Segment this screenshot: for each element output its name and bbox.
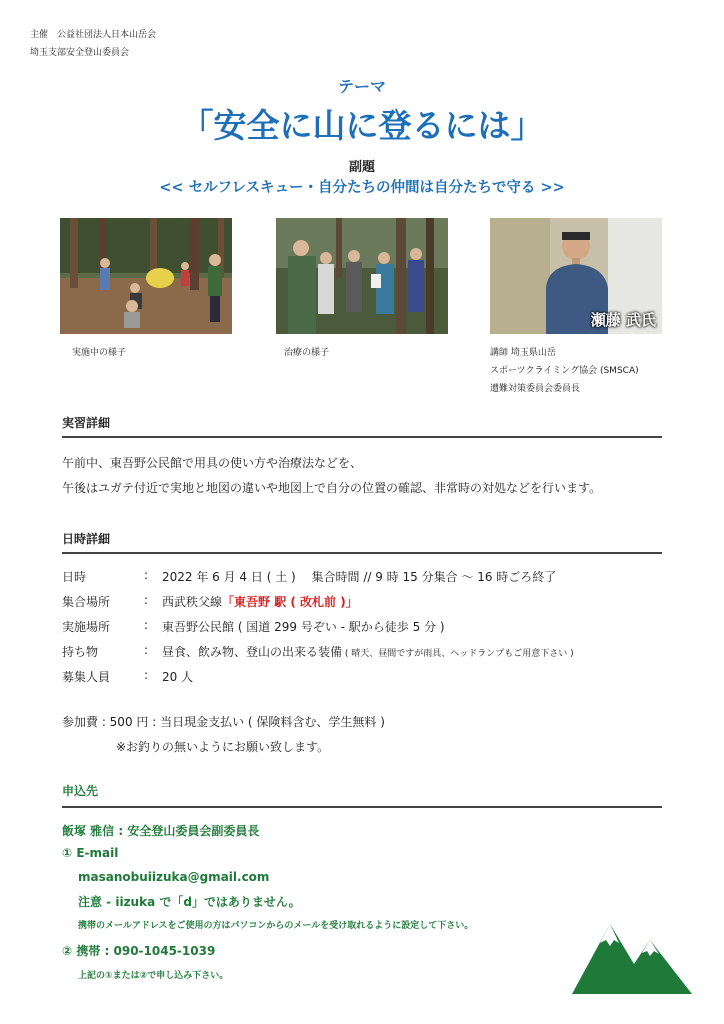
speaker-caption-line-3: 遭難対策委員会委員長	[490, 384, 581, 394]
photo-speaker	[490, 218, 662, 334]
email-note: 携帯のメールアドレスをご使用の方はパソコンからのメールを受け取れるように設定して下さい。	[78, 921, 474, 931]
practice-line-1: 午前中、東吾野公民館で用具の使い方や治療法などを、	[62, 456, 363, 470]
schedule-divider	[62, 552, 662, 554]
belongings-main: 昼食、飲み物、登山の出来る装備	[162, 645, 343, 659]
phone-note: 上記の①または②で申し込み下さい。	[78, 971, 229, 981]
schedule-label-date: 日時	[62, 570, 87, 584]
organizer-line-2: 埼玉支部安全登山委員会	[30, 48, 130, 58]
practice-line-2: 午後はユガテ付近で実地と地図の違いや地図上で自分の位置の確認、非常時の対処などを行います。	[62, 481, 602, 495]
schedule-value-date: 2022 年 6 月 4 日 ( 土 ) 集合時間 // 9 時 15 分集合 〜 16 時ごろ終了	[162, 570, 557, 584]
photo-caption-treatment: 治療の様子	[284, 348, 330, 358]
schedule-value-venue: 東吾野公民館 ( 国道 299 号ぞい - 駅から徒歩 5 分 )	[162, 620, 445, 634]
schedule-label-capacity: 募集人員	[62, 670, 111, 684]
subtitle-text: << セルフレスキュー・自分たちの仲間は自分たちで守る >>	[159, 179, 565, 196]
photo-treatment	[276, 218, 448, 334]
schedule-colon: :	[144, 668, 149, 682]
schedule-label-belongings: 持ち物	[62, 645, 99, 659]
schedule-label-venue: 実施場所	[62, 620, 111, 634]
email-address[interactable]: masanobuiizuka@gmail.com	[78, 870, 270, 884]
schedule-heading: 日時詳細	[62, 532, 111, 546]
schedule-colon: :	[144, 618, 149, 632]
schedule-label-meeting-place: 集合場所	[62, 595, 111, 609]
practice-heading: 実習詳細	[62, 416, 111, 430]
meeting-station: 「東吾野 駅 ( 改札前 )」	[222, 595, 358, 609]
email-caution: 注意 - iizuka で「d」ではありません。	[78, 895, 301, 909]
schedule-colon: :	[144, 568, 149, 582]
speaker-caption-line-1: 講師 埼玉県山岳	[490, 348, 556, 358]
schedule-value-capacity: 20 人	[162, 670, 194, 684]
meeting-line-name: 西武秩父線	[162, 595, 223, 609]
schedule-value-meeting-place	[162, 593, 358, 610]
main-title: 「安全に山に登るには」	[180, 106, 544, 145]
application-divider	[62, 806, 662, 808]
schedule-colon: :	[144, 593, 149, 607]
organizer-line-1: 主催 公益社団法人日本山岳会	[30, 30, 157, 40]
schedule-value-belongings	[162, 643, 574, 660]
belongings-note: ( 晴天、昼間ですが雨具、ヘッドランプもご用意下さい )	[342, 649, 574, 659]
organizer-block	[30, 26, 156, 62]
email-label: ① E-mail	[62, 846, 119, 860]
speaker-caption-line-2: スポーツクライミング協会 (SMSCA)	[490, 366, 639, 376]
fee-line: 参加費 : 500 円 : 当日現金支払い ( 保険料含む、学生無料 )	[62, 715, 385, 729]
subtitle-label: 副題	[348, 160, 375, 175]
phone-line: ② 携帯 : 090-1045-1039	[62, 944, 216, 958]
application-heading: 申込先	[62, 784, 99, 798]
theme-label: テーマ	[337, 77, 386, 96]
speaker-caption	[490, 344, 639, 398]
practice-divider	[62, 436, 662, 438]
photo-activity	[60, 218, 232, 334]
fee-note: ※お釣りの無いようにお願い致します。	[116, 740, 330, 754]
mountain-logo-icon	[572, 916, 692, 998]
photo-caption-activity: 実施中の様子	[72, 348, 127, 358]
schedule-colon: :	[144, 643, 149, 657]
contact-person: 飯塚 雅信 : 安全登山委員会副委員長	[62, 824, 260, 838]
speaker-name-overlay: 瀬藤 武氏	[590, 311, 656, 329]
